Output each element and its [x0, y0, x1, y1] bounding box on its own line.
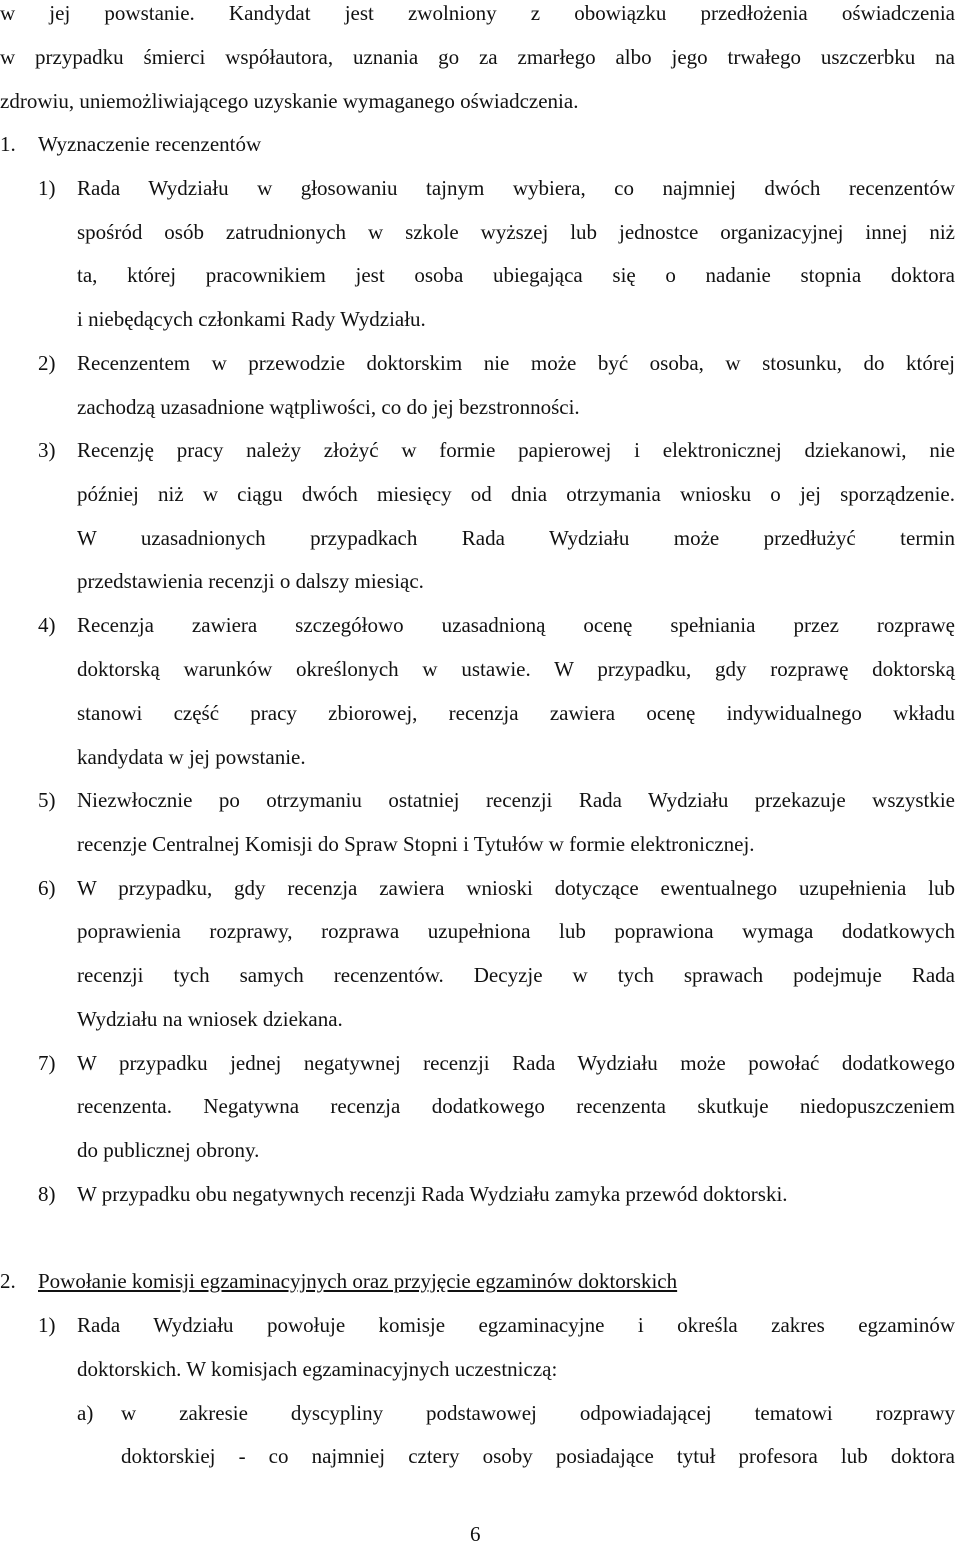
page-number: 6: [470, 1522, 481, 1546]
section2-item1-number: 1): [38, 1313, 56, 1337]
section1-item8-number: 8): [38, 1182, 56, 1206]
section1-item4-line2: doktorską warunków określonych w ustawie. W przypadku, gdy rozprawę doktorską: [77, 657, 955, 681]
section1-item5-line1: Niezwłocznie po otrzymaniu ostatniej recenzji Rada Wydziału przekazuje wszystkie: [77, 788, 955, 812]
section1-item1-line2: spośród osób zatrudnionych w szkole wyższej lub jednostce organizacyjnej innej niż: [77, 220, 955, 244]
section1-item7-line1: W przypadku jednej negatywnej recenzji Rada Wydziału może powołać dodatkowego: [77, 1051, 955, 1075]
section1-item1-line4: i niebędących członkami Rady Wydziału.: [77, 307, 426, 331]
intro-line-3: zdrowiu, uniemożliwiającego uzyskanie wymaganego oświadczenia.: [0, 89, 579, 113]
section1-item5-line2: recenzje Centralnej Komisji do Spraw Stopni i Tytułów w formie elektronicznej.: [77, 832, 755, 856]
section1-item7-line3: do publicznej obrony.: [77, 1138, 260, 1162]
section1-item1-line3: ta, której pracownikiem jest osoba ubiegająca się o nadanie stopnia doktora: [77, 263, 955, 287]
section2-subitem-a-line2: doktorskiej - co najmniej cztery osoby posiadające tytuł profesora lub doktora: [121, 1444, 955, 1468]
section1-item2-line1: Recenzentem w przewodzie doktorskim nie może być osoba, w stosunku, do której: [77, 351, 955, 375]
section1-item1-line1: Rada Wydziału w głosowaniu tajnym wybiera, co najmniej dwóch recenzentów: [77, 176, 955, 200]
section1-item6-line1: W przypadku, gdy recenzja zawiera wnioski dotyczące ewentualnego uzupełnienia lub: [77, 876, 955, 900]
intro-line-1: w jej powstanie. Kandydat jest zwolniony z obowiązku przedłożenia oświadczenia: [0, 1, 955, 25]
section1-number: 1.: [0, 132, 16, 156]
section1-item4-line3: stanowi część pracy zbiorowej, recenzja zawiera ocenę indywidualnego wkładu: [77, 701, 955, 725]
section1-item4-line1: Recenzja zawiera szczegółowo uzasadnioną ocenę spełniania przez rozprawę: [77, 613, 955, 637]
section1-title: Wyznaczenie recenzentów: [38, 132, 262, 156]
section2-title: Powołanie komisji egzaminacyjnych oraz przyjęcie egzaminów doktorskich: [38, 1269, 678, 1293]
section1-item6-line3: recenzji tych samych recenzentów. Decyzje w tych sprawach podejmuje Rada: [77, 963, 955, 987]
section2-subitem-a-line1: w zakresie dyscypliny podstawowej odpowiadającej tematowi rozprawy: [121, 1401, 955, 1425]
section1-item6-line4: Wydziału na wniosek dziekana.: [77, 1007, 343, 1031]
section2-item1-line2: doktorskich. W komisjach egzaminacyjnych uczestniczą:: [77, 1357, 558, 1381]
section1-item5-number: 5): [38, 788, 56, 812]
section1-item6-number: 6): [38, 876, 56, 900]
section1-item3-line4: przedstawienia recenzji o dalszy miesiąc.: [77, 569, 424, 593]
intro-line-2: w przypadku śmierci współautora, uznania go za zmarłego albo jego trwałego uszczerbku na: [0, 45, 955, 69]
section1-item4-line4: kandydata w jej powstanie.: [77, 745, 306, 769]
section1-item3-line1: Recenzję pracy należy złożyć w formie papierowej i elektronicznej dziekanowi, nie: [77, 438, 955, 462]
section1-item8-line1: W przypadku obu negatywnych recenzji Rada Wydziału zamyka przewód doktorski.: [77, 1182, 788, 1206]
section1-item4-number: 4): [38, 613, 56, 637]
section1-item2-number: 2): [38, 351, 56, 375]
section2-subitem-a-letter: a): [77, 1401, 94, 1425]
section1-item1-number: 1): [38, 176, 56, 200]
section2-number: 2.: [0, 1269, 16, 1293]
section2-item1-line1: Rada Wydziału powołuje komisje egzaminacyjne i określa zakres egzaminów: [77, 1313, 955, 1337]
section1-item3-line3: W uzasadnionych przypadkach Rada Wydziału może przedłużyć termin: [77, 526, 955, 550]
section1-item3-number: 3): [38, 438, 56, 462]
section1-item6-line2: poprawienia rozprawy, rozprawa uzupełniona lub poprawiona wymaga dodatkowych: [77, 919, 955, 943]
section1-item7-number: 7): [38, 1051, 56, 1075]
section1-item7-line2: recenzenta. Negatywna recenzja dodatkowego recenzenta skutkuje niedopuszczeniem: [77, 1094, 955, 1118]
section1-item2-line2: zachodzą uzasadnione wątpliwości, co do jej bezstronności.: [77, 395, 580, 419]
section1-item3-line2: później niż w ciągu dwóch miesięcy od dnia otrzymania wniosku o jej sporządzenie.: [77, 482, 955, 506]
